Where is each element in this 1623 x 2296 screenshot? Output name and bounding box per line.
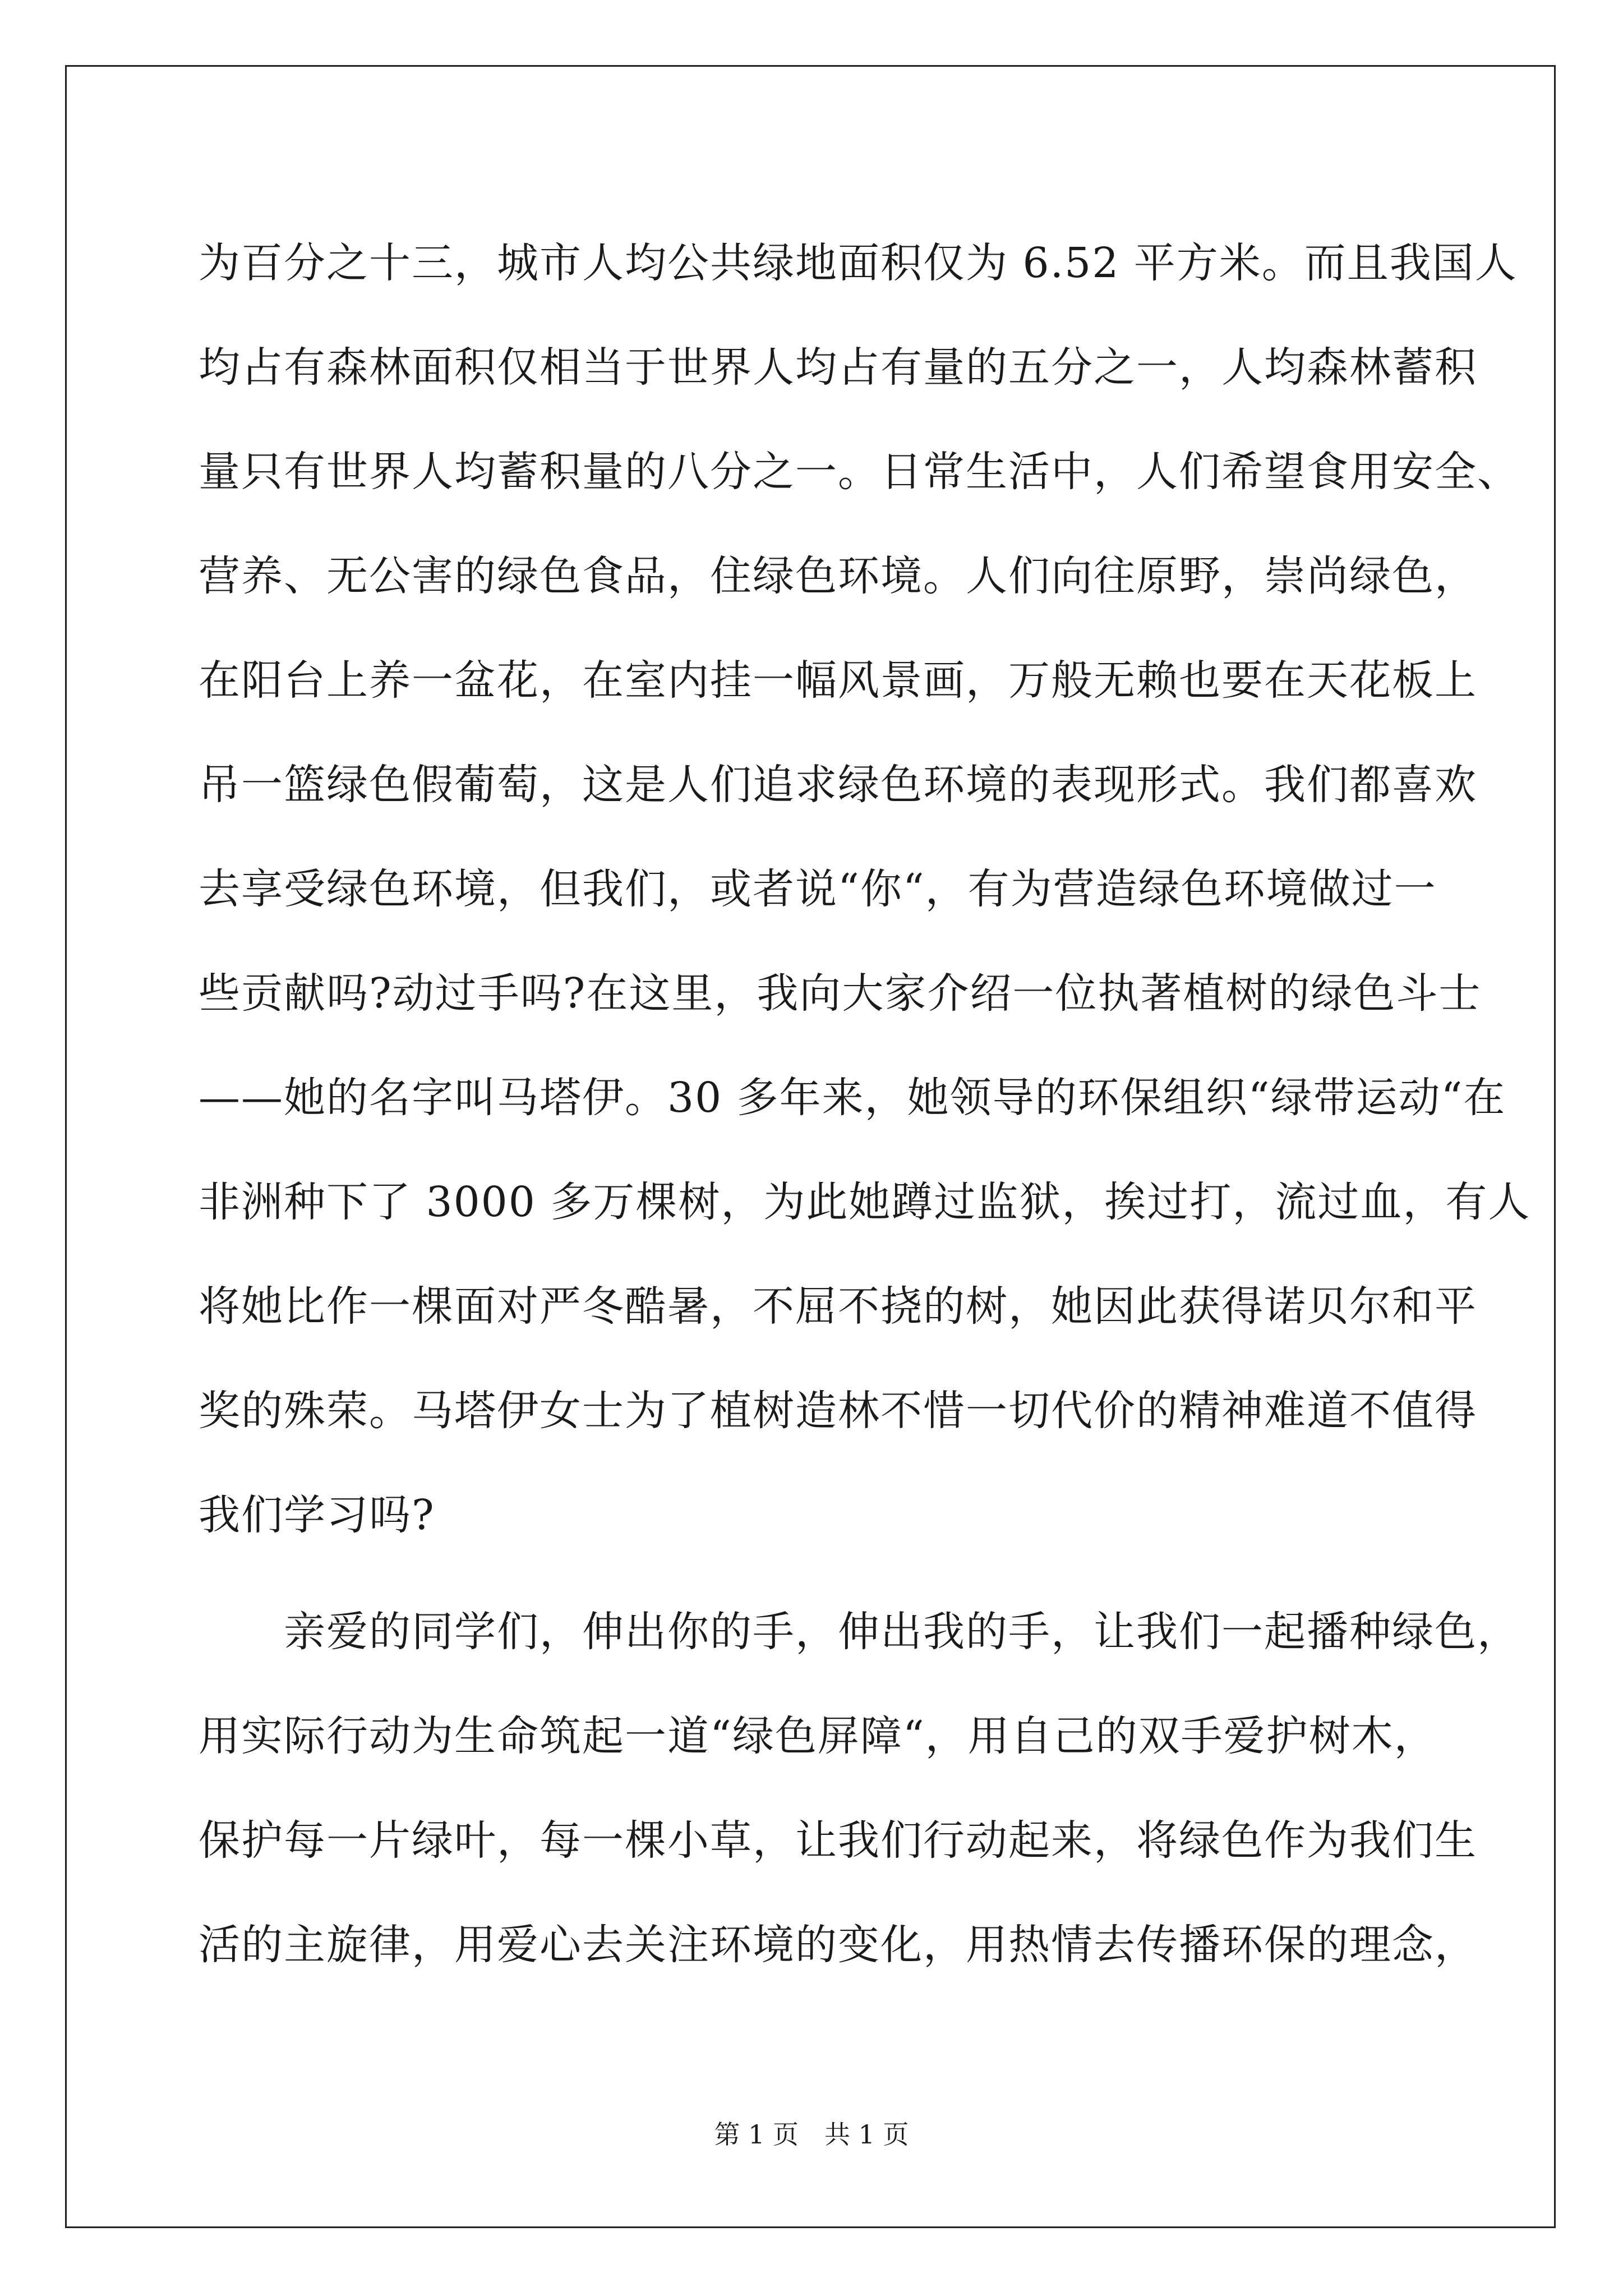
body-text [199, 211, 1531, 1997]
text-line: 非洲种下了 3000 多万棵树，为此她蹲过监狱，挨过打，流过血，有人 [199, 1178, 1531, 1226]
text-line: 吊一篮绿色假葡萄，这是人们追求绿色环境的表现形式。我们都喜欢 [199, 761, 1477, 809]
text-line: 用实际行动为生命筑起一道“绿色屏障“，用自己的双手爱护树木， [199, 1712, 1437, 1760]
paragraph-1 [199, 211, 1531, 1567]
text-line: 些贡献吗?动过手吗?在这里，我向大家介绍一位执著植树的绿色斗士 [199, 969, 1482, 1018]
text-line: 在阳台上养一盆花，在室内挂一幅风景画，万般无赖也要在天花板上 [199, 656, 1477, 705]
text-line: 亲爱的同学们，伸出你的手，伸出我的手，让我们一起播种绿色， [199, 1608, 1520, 1656]
text-line: 保护每一片绿叶，每一棵小草，让我们行动起来，将绿色作为我们生 [199, 1816, 1477, 1865]
text-line: 量只有世界人均蓄积量的八分之一。日常生活中，人们希望食用安全、 [199, 448, 1520, 496]
text-line: ——她的名字叫马塔伊。30 多年来，她领导的环保组织“绿带运动“在 [199, 1074, 1506, 1122]
text-line: 营养、无公害的绿色食品，住绿色环境。人们向往原野，崇尚绿色， [199, 552, 1477, 600]
text-line: 奖的殊荣。马塔伊女士为了植树造林不惜一切代价的精神难道不值得 [199, 1387, 1477, 1435]
paragraph-2 [199, 1580, 1520, 1997]
text-line: 将她比作一棵面对严冬酷暑，不屈不挠的树，她因此获得诺贝尔和平 [199, 1282, 1477, 1331]
text-line: 为百分之十三，城市人均公共绿地面积仅为 6.52 平方米。而且我国人 [199, 239, 1518, 287]
text-line: 我们学习吗? [199, 1491, 435, 1539]
text-line: 活的主旋律，用爱心去关注环境的变化，用热情去传播环保的理念， [199, 1921, 1477, 1969]
text-line: 去享受绿色环境，但我们，或者说“你“，有为营造绿色环境做过一 [199, 865, 1437, 913]
page-number-footer: 第 1 页 共 1 页 [714, 2119, 909, 2150]
paragraph-spacer [199, 1567, 1466, 1580]
text-line: 均占有森林面积仅相当于世界人均占有量的五分之一，人均森林蓄积 [199, 343, 1477, 392]
